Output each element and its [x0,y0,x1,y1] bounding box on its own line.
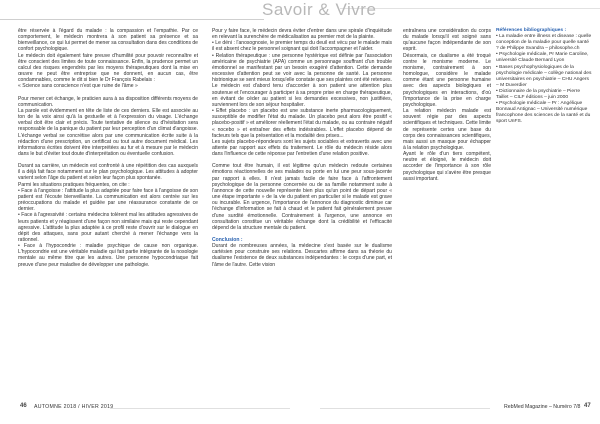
page-number-right: 47 [584,403,591,409]
column-1 [18,28,198,268]
list-item: • Relation thérapeutique : une personne hystérique est définie par l'association américaine de psychiatrie (APA) comme un personnage souffrant d'un trouble émotionnel se manifestant par un besoin exagéré d'attention. Cette demande excessive d'attention peut se voir avec la personne de santé. La personne histrionique se sent mieux lorsqu'elle constate que ses plaintes ont été retenues. Le médecin est d'abord tenu d'accorder à son patient une attention plus soutenue et l'encourager à participer à sa propre prise en charge thérapeutique, en évitant de céder au patient si les demandes excessives, non justifiées, surviennent lors de son séjour hospitalier. [212,52,392,108]
reference-item: • La maladie entre illness et disease : quelle conception de la maladie pour quelle santé ? de Philippe Svandra – philosophe.ch [496,34,592,52]
paragraph: Durant de nombreuses années, la médecine s'est basée sur le dualisme cartésien pour construire ses relations. Descartes affirme dans sa théorie du dualisme l'existence de deux substances indépendantes : le corps d'une part, et l'âme de l'autre. Cette vision [212,243,392,268]
magazine-label: RebMed Magazine – Numéro 7/8 [504,404,581,410]
issue-label: AUTOMNE 2018 / HIVER 2019 [34,404,114,410]
reference-item: • Bases psychophysiologiques de la psychologie médicale – collège national des universitaires en psychiatrie – CHU Angers – M Duverdier [496,64,592,88]
paragraph: Désormais, ce dualisme a été troqué contre le monisme moderne. Le monisme, contrairement à son homologue, considère le malade comme étant une personne humaine avec des aspects biologiques et psychologiques en interactions, d'où l'importance de la prise en charge psychologique. [403,52,491,108]
reference-item: • Psychologie médicale – Pr : Angélique Bonnaud Antignac – Université numérique francophone des sciences de la santé et du sport UnFS. [496,101,591,125]
reference-item: • Dictionnaire de la psychiatrie – Pierre Taillet – CILF éditions – juin 2000 [496,88,581,101]
paragraph: Comme tout être humain, il est légitime qu'un médecin redoute certaines émotions réactionnelles de ses malades ou porte en lui une peur sous-jacente par rapport à elles. Il n'est jamais facile de faire face à l'affrontement psychologique de la personne concernée ou de sa famille notamment suite à l'annonce de cette nouvelle représente bien plus qu'un point de départ pour « une étape importante » de la vie du patient en particulier si le malade est grave ou incurable. En urgence, l'importance de l'annonce du diagnostic diminue car l'échange d'information se fait à chaud et le patient fait généralement preuve d'une surdité émotionnelle. Contrairement à l'urgence, une annonce en consultation constitue un véritable échange dont la crédibilité et l'efficacité dépend de la structure mentale du patient. [212,163,392,231]
references-title: Références bibliographiques : [496,28,567,33]
column-2 [212,28,392,268]
references-box [496,28,592,126]
quote: « Science sans conscience n'est que ruine de l'âme » [18,83,138,90]
paragraph: Ayant le rôle d'un tiers compétent, neutre et éloigné, le médecin doit accorder de l'importance à son rôle psychologique qui s'avère être presque aussi important. [403,151,491,182]
reference-item: • Psychologie médicale, Pr Marie Caroline, université Claude Bernard Lyon [496,52,589,64]
page-number-left: 46 [20,403,27,409]
paragraph: Durant sa carrière, un médecin est confronté à une répétition des cas auxquels il a déjà fait face notamment sur le plan psychologique. Les attitudes à adopter varient selon l'âge du patient et selon leur façon plus spontanée. [18,163,198,182]
list-item: • Face à l'hypocondrie : maladie psychique de cause non organique. L'hypocondrie est une véritable maladie qui fait partie intégrante de la nosologie mentale au même titre que les autres. Une personne hypocondriaque fait preuve d'une peur maladive de développer une pathologie. [18,243,198,268]
section-title: Savoir & Vivre [262,0,377,19]
header-rule-left [0,2,264,20]
footer-rule-right [320,408,490,409]
conclusion-heading: Conclusion : [212,237,243,243]
page-header [0,0,600,22]
list-item: • Face à l'agressivité : certains médecins tolèrent mal les attitudes agressives de leurs patients et y réagissent d'une façon non similaire mais qui reste cependant agressive. L'attitude la plus adaptée à ce profil reste d'ouvrir sur le dialogue en dépit des attaques, sans pour autant cherché à mener l'échange vers la rationnel. [18,212,198,243]
list-item: • Face à l'angoisse : l'attitude la plus adaptée pour faire face à l'angoisse de son patient est l'écoute bienveillante. La communication est alors centrée sur les préoccupations du malade et guidée par une réassurance constante de ce dernier. [18,187,198,213]
list-item: • Le déni : l'anosognosie, le premier temps du deuil est vécu par le malade mais il est absent chez le personnel soignant qui doit l'accompagner et l'aider. [212,40,392,53]
paragraph: La parole est évidemment en tête de liste de ces derniers. Elle est associée au ton de la voix ainsi qu'à la gestuelle et à l'expression du visage. L'échange verbal doit être clair et précis. Toute tentative de silence ou d'hésitation sera responsable de la panique du patient par leur perception d'un climat d'angoisse. L'échange verbal se concrétise alors par une communication écrite suite à la rédaction d'une prescription, un certificat ou tout autre document médical. Les informations écrites doivent être interprétées au fur et à mesure par le médecin dans le but d'éviter tout doute d'interprétation ou éventuelle confusion. [18,107,198,157]
paragraph: Parmi les situations pratiques fréquentes, on cite : [18,181,130,188]
list-item: • Effet placebo : un placebo est une substance inerte pharmacologiquement, susceptible de modifier l'état du malade. Un placebo peut alors être positif « placebo-positif » et améliorer réellement l'état du malade, ou au contraire négatif « nocebo » et entraîner des effets indésirables. L'effet placebo dépend de facteurs tels que la présentation et la modalité des prises... [212,108,392,139]
header-rule-right [340,8,600,9]
footer-rule-left [110,408,290,409]
paragraph: être réservée à l'égard du malade : la compassion et l'empathie. Par ce comportement, le médecin montrera à son patient sa présence et sa bienveillance, ce qui lui permet de mener sa consultation dans des conditions de confort psychologique. [18,28,198,53]
paragraph: La relation médecin malade est souvent régie par des aspects scientifiques et techniques. Cette limite de représente certes une base du corps des connaissances scientifiques, mais aussi un masque pour échapper à la relation psychologique. [403,108,491,151]
column-3 [403,28,491,182]
paragraph: Pour y faire face, le médecin devra éviter d'entrer dans une spirale d'inquiétude en relevant la surenchère de médicalisation au premier mot de la plainte. [212,28,392,41]
paragraph: entraînera une considération du corps du malade lorsqu'il est soigné sans qu'aucune façon indépendante de son esprit. [403,28,491,53]
paragraph: Pour mener cet échange, le praticien aura à sa disposition différents moyens de communication. [18,95,198,108]
paragraph: Le médecin doit également faire preuve d'humilité pour pouvoir reconnaître et être conscient des limites de toute connaissance. Enfin, la prudence permet un calcul des risques engendrés par les moyens thérapeutiques dont la mise en œuvre ne peut être entreprise que ne donnent, en aucun cas, être condamnables, comme le dit si bien le Dr François Rabelais : [18,52,198,84]
paragraph: Les sujets placebo-répondeurs sont les sujets sociables et extravertis avec une attente par rapport aux effets du traitement. Le rôle du médecin réside alors dans l'influence de cette réponse par l'entretien d'une relation positive. [212,138,392,158]
